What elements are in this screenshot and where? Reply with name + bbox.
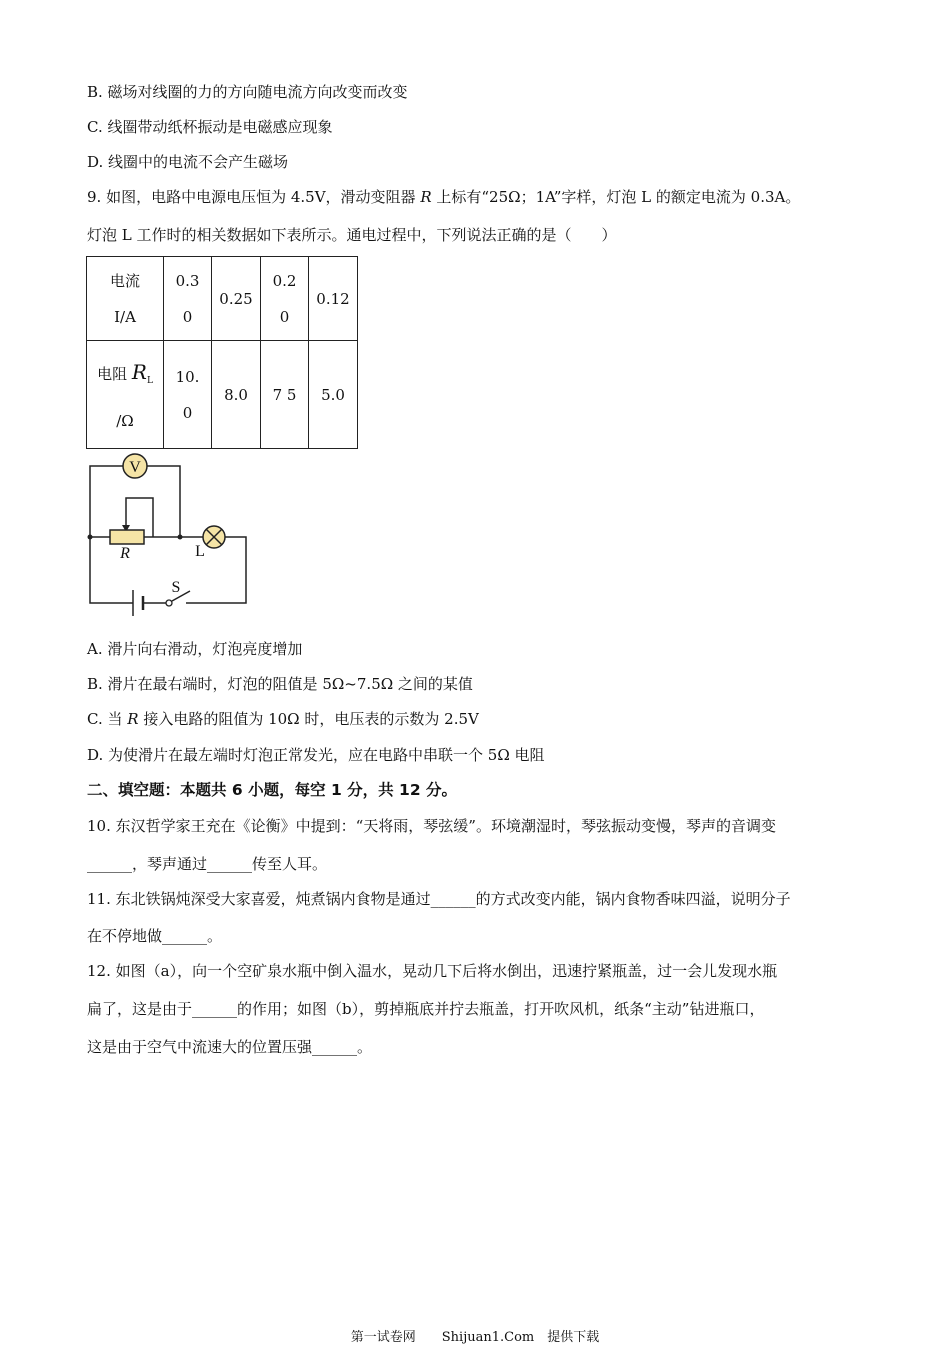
junction-dot bbox=[88, 535, 93, 540]
current-value-cell: 0.25 bbox=[212, 257, 261, 341]
circuit-diagram bbox=[80, 450, 260, 620]
current-value-cell: 0.12 bbox=[309, 257, 358, 341]
resistance-value-cell: 7 5 bbox=[261, 341, 309, 449]
option-b-prev: B. 磁场对线圈的力的方向随电流方向改变而改变 bbox=[87, 83, 408, 101]
section-heading: 二、填空题：本题共 6 小题，每空 1 分，共 12 分。 bbox=[87, 781, 458, 799]
q9-stem-line1: 9. 如图，电路中电源电压恒为 4.5V，滑动变阻器 R 上标有“25Ω；1A”字样，灯泡 L 的额定电流为 0.3A。 bbox=[87, 188, 801, 206]
q9-option-b: B. 滑片在最右端时，灯泡的阻值是 5Ω~7.5Ω 之间的某值 bbox=[87, 675, 473, 693]
resistance-value-cell: 10. 0 bbox=[164, 341, 212, 449]
table-row-current bbox=[87, 257, 358, 341]
table-row-resistance bbox=[87, 341, 358, 449]
q11-line1: 11. 东北铁锅炖深受大家喜爱，炖煮锅内食物是通过______的方式改变内能，锅内食物香味四溢，说明分子 bbox=[87, 890, 791, 908]
option-c-prev: C. 线圈带动纸杯振动是电磁感应现象 bbox=[87, 118, 333, 136]
q9-option-c: C. 当 R 接入电路的阻值为 10Ω 时，电压表的示数为 2.5V bbox=[87, 710, 479, 728]
switch-contact bbox=[166, 600, 172, 606]
q12-line3: 这是由于空气中流速大的位置压强______。 bbox=[87, 1038, 373, 1056]
voltmeter-label: V bbox=[129, 459, 141, 476]
switch-label: S bbox=[171, 579, 181, 596]
rheostat-icon bbox=[110, 530, 144, 544]
current-value-cell: 0.2 0 bbox=[261, 257, 309, 341]
current-value-cell: 0.3 0 bbox=[164, 257, 212, 341]
q12-line2: 扁了，这是由于______的作用；如图（b），剪掉瓶底并拧去瓶盖，打开吹风机，纸条“主动”钻进瓶口， bbox=[87, 1000, 765, 1018]
q10-line1: 10. 东汉哲学家王充在《论衡》中提到：“天将雨，琴弦缓”。环境潮湿时，琴弦振动变慢，琴声的音调变 bbox=[87, 817, 776, 835]
option-d-prev: D. 线圈中的电流不会产生磁场 bbox=[87, 153, 289, 171]
lamp-data-table bbox=[86, 256, 358, 449]
q11-line2: 在不停地做______。 bbox=[87, 927, 223, 945]
lamp-label: L bbox=[195, 543, 205, 560]
q10-line2: ______，琴声通过______传至人耳。 bbox=[87, 855, 328, 873]
resistance-value-cell: 5.0 bbox=[309, 341, 358, 449]
page-footer: 第一试卷网 Shijuan1.Com 提供下载 bbox=[350, 1330, 600, 1345]
rheostat-label: R bbox=[120, 545, 130, 562]
q9-option-a: A. 滑片向右滑动，灯泡亮度增加 bbox=[87, 640, 303, 658]
q12-line1: 12. 如图（a），向一个空矿泉水瓶中倒入温水，晃动几下后将水倒出，迅速拧紧瓶盖，过一会儿发现水瓶 bbox=[87, 962, 778, 980]
junction-dot bbox=[178, 535, 183, 540]
q9-option-d: D. 为使滑片在最左端时灯泡正常发光，应在电路中串联一个 5Ω 电阻 bbox=[87, 746, 545, 764]
resistance-label-cell: 电阻 $R_L$ /Ω bbox=[87, 341, 164, 449]
current-label-cell: 电流 I/A bbox=[87, 257, 164, 341]
resistance-value-cell: 8.0 bbox=[212, 341, 261, 449]
q9-stem-line2: 灯泡 L 工作时的相关数据如下表所示。通电过程中，下列说法正确的是（ ） bbox=[87, 226, 617, 244]
